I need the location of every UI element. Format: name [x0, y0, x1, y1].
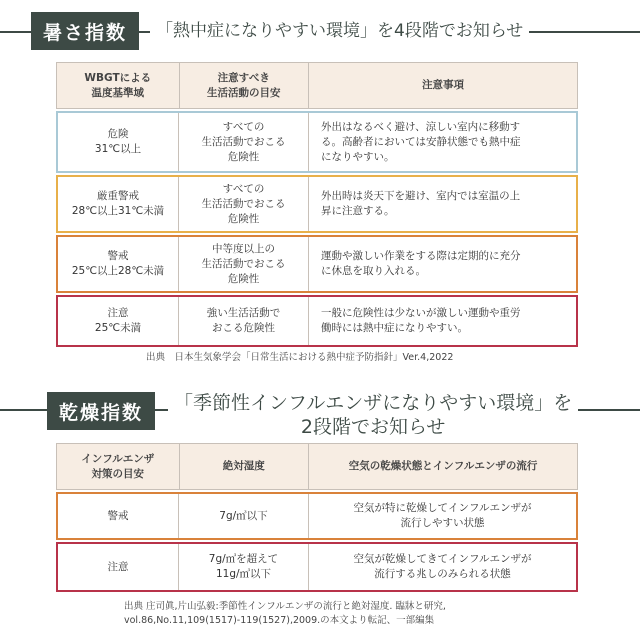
heat-level-cell — [58, 113, 178, 171]
dry-humidity: 7g/㎥以下 — [178, 494, 308, 538]
heat-range: 28℃以上31℃未満 — [71, 205, 165, 217]
dry-source — [124, 600, 446, 628]
heat-note: 運動や激しい作業をする際は定期的に充分 に休息を取り入れる。 — [308, 237, 576, 291]
dry-table-header — [56, 443, 578, 490]
dry-note: 空気が特に乾燥してインフルエンザが 流行しやすい状態 — [308, 494, 576, 538]
dry-headline-line1: 「季節性インフルエンザになりやすい環境」を — [174, 392, 573, 414]
heat-source: 出典 日本生気象学会「日常生活における熱中症予防指針」Ver.4,2022 — [146, 352, 454, 363]
dry-note: 空気が乾燥してきてインフルエンザが 流行する兆しのみられる状態 — [308, 544, 576, 590]
header-abs-humidity: 絶対湿度 — [179, 444, 309, 489]
heat-note: 外出はなるべく避け、涼しい室内に移動す る。高齢者においては安静状態でも熱中症 になりやすい。 — [308, 113, 576, 171]
heat-range: 31℃以上 — [94, 143, 142, 155]
heat-level: 注意 — [107, 307, 129, 319]
heat-level-cell — [58, 297, 178, 345]
heat-activity: 中等度以上の 生活活動でおこる 危険性 — [178, 237, 308, 291]
header-activity: 注意すべき 生活活動の目安 — [179, 63, 309, 108]
heat-row — [56, 295, 578, 347]
heat-row — [56, 175, 578, 233]
dry-index-badge: 乾燥指数 — [47, 392, 155, 430]
heat-level: 厳重警戒 — [97, 190, 139, 202]
heat-note: 外出時は炎天下を避け、室内では室温の上 昇に注意する。 — [308, 177, 576, 231]
heat-level-cell — [58, 177, 178, 231]
dry-level: 注意 — [107, 560, 129, 573]
heat-headline-text: 「熱中症になりやすい環境」を4段階でお知らせ — [156, 21, 524, 41]
heat-range: 25℃以上28℃未満 — [71, 265, 165, 277]
dry-row — [56, 542, 578, 592]
heat-range: 25℃未満 — [94, 322, 142, 334]
dry-humidity: 7g/㎥を超えて 11g/㎥以下 — [178, 544, 308, 590]
heat-level-cell — [58, 237, 178, 291]
heat-row — [56, 235, 578, 293]
heat-level: 危険 — [107, 128, 129, 140]
dry-row — [56, 492, 578, 540]
dry-headline — [168, 391, 578, 439]
dry-index-table — [56, 443, 578, 592]
heat-index-table — [56, 62, 578, 347]
heat-headline — [150, 20, 529, 42]
header-flu-guide: インフルエンザ 対策の目安 — [81, 452, 155, 480]
heat-table-header — [56, 62, 578, 109]
heat-activity: 強い生活活動で おこる危険性 — [178, 297, 308, 345]
header-dryness-flu: 空気の乾燥状態とインフルエンザの流行 — [308, 444, 577, 489]
dry-headline-line2: 2段階でお知らせ — [300, 416, 446, 438]
header-notes: 注意事項 — [308, 63, 577, 108]
heat-activity: すべての 生活活動でおこる 危険性 — [178, 113, 308, 171]
heat-level: 警戒 — [107, 250, 129, 262]
dry-level: 警戒 — [107, 509, 129, 522]
heat-note: 一般に危険性は少ないが激しい運動や重労 働時には熱中症になりやすい。 — [308, 297, 576, 345]
heat-activity: すべての 生活活動でおこる 危険性 — [178, 177, 308, 231]
heat-index-badge: 暑さ指数 — [31, 12, 139, 50]
dry-source-line1: 出典 庄司眞,片山弘毅:季節性インフルエンザの流行と絶対湿度. 臨牀と研究, — [124, 601, 446, 612]
header-wbgt: WBGTによる 温度基準域 — [84, 71, 152, 99]
heat-row — [56, 111, 578, 173]
dry-source-line2: vol.86,No.11,109(1517)-119(1527),2009.の本文より転記、一部編集 — [124, 615, 435, 626]
